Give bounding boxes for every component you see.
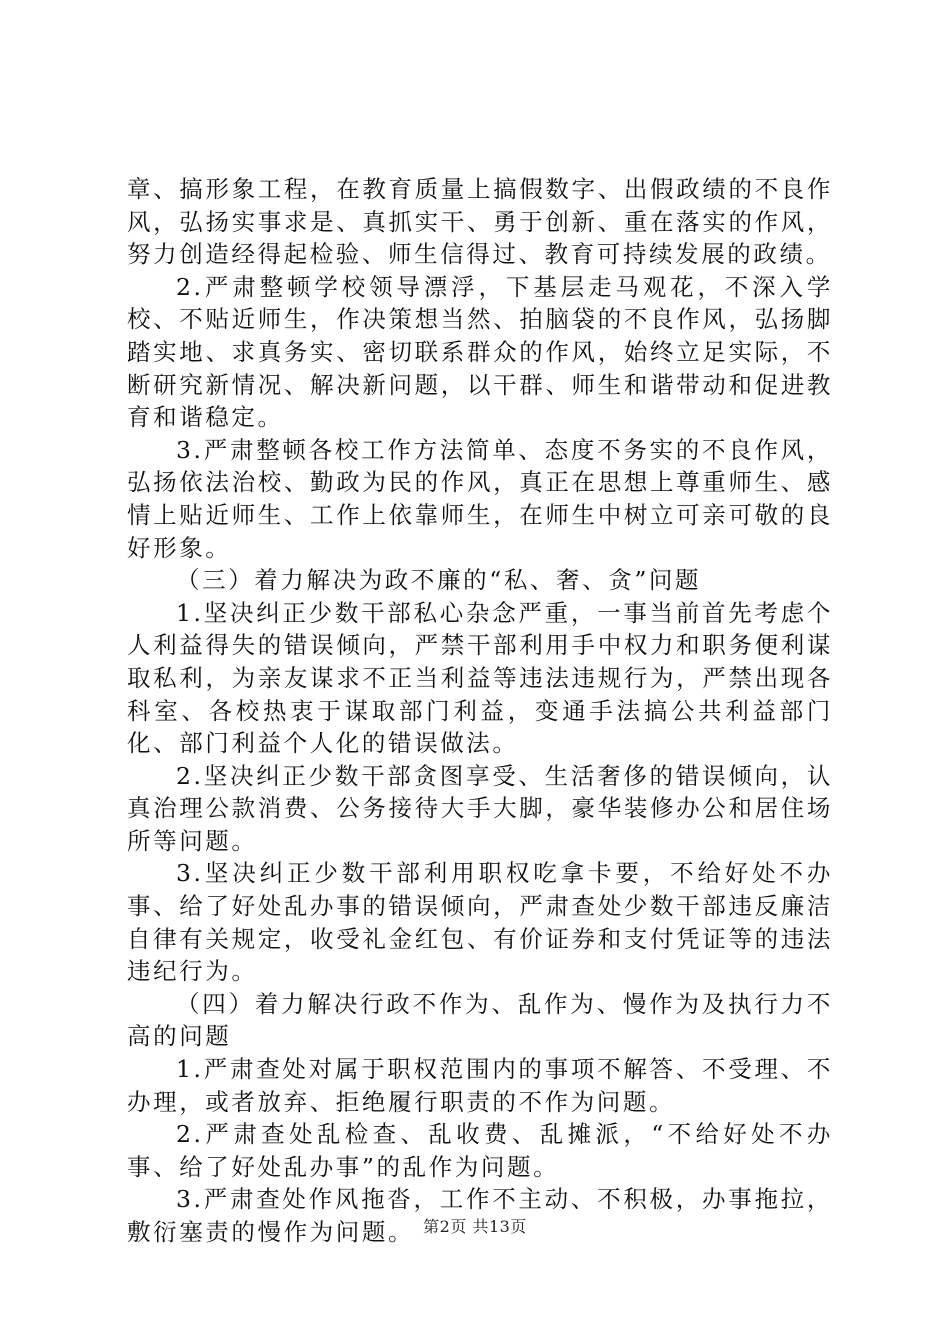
paragraph-item: 2.坚决纠正少数干部贪图享受、生活奢侈的错误倾向，认真治理公款消费、公务接待大手大脚，豪华装修办公和居住场所等问题。: [127, 761, 833, 855]
paragraph-continuation: 章、搞形象工程，在教育质量上搞假数字、出假政绩的不良作风，弘扬实事求是、真抓实干、勇于创新、重在落实的作风，努力创造经得起检验、师生信得过、教育可持续发展的政绩。: [127, 175, 833, 269]
paragraph-item: 2.严肃整顿学校领导漂浮，下基层走马观花，不深入学校、不贴近师生，作决策想当然、拍脑袋的不良作风，弘扬脚踏实地、求真务实、密切联系群众的作风，始终立足实际，不断研究新情况、解决新问题，以干群、师生和谐带动和促进教育和谐稳定。: [127, 272, 833, 432]
paragraph-item: 1.严肃查处对属于职权范围内的事项不解答、不受理、不办理，或者放弃、拒绝履行职责的不作为问题。: [127, 1055, 833, 1116]
document-body: [127, 173, 833, 1249]
section-heading: （四）着力解决行政不作为、乱作为、慢作为及执行力不高的问题: [127, 989, 833, 1051]
paragraph-item: 2.严肃查处乱检查、乱收费、乱摊派，“不给好处不办事、给了好处乱办事”的乱作为问题。: [127, 1120, 833, 1181]
paragraph-item: 3.严肃整顿各校工作方法简单、态度不务实的不良作风，弘扬依法治校、勤政为民的作风，真正在思想上尊重师生、感情上贴近师生、工作上依靠师生，在师生中树立可亲可敬的良好形象。: [127, 435, 833, 562]
page-number-footer: 第2页 共13页: [423, 1217, 527, 1236]
paragraph-item: 3.严肃查处作风拖沓，工作不主动、不积极，办事拖拉，敷衍塞责的慢作为问题。: [127, 1185, 833, 1246]
section-heading: （三）着力解决为政不廉的“私、奢、贪”问题: [176, 566, 702, 595]
paragraph-item: 3.坚决纠正少数干部利用职权吃拿卡要，不给好处不办事、给了好处乱办事的错误倾向，严肃查处少数干部违反廉洁自律有关规定，收受礼金红包、有价证券和支付凭证等的违法违纪行为。: [127, 859, 833, 986]
paragraph-item: 1.坚决纠正少数干部私心杂念严重，一事当前首先考虑个人利益得失的错误倾向，严禁干部利用手中权力和职务便利谋取私利，为亲友谋求不正当利益等违法违规行为，严禁出现各科室、各校热衷于谋取部门利益，变通手法搞公共利益部门化、部门利益个人化的错误做法。: [127, 598, 833, 758]
